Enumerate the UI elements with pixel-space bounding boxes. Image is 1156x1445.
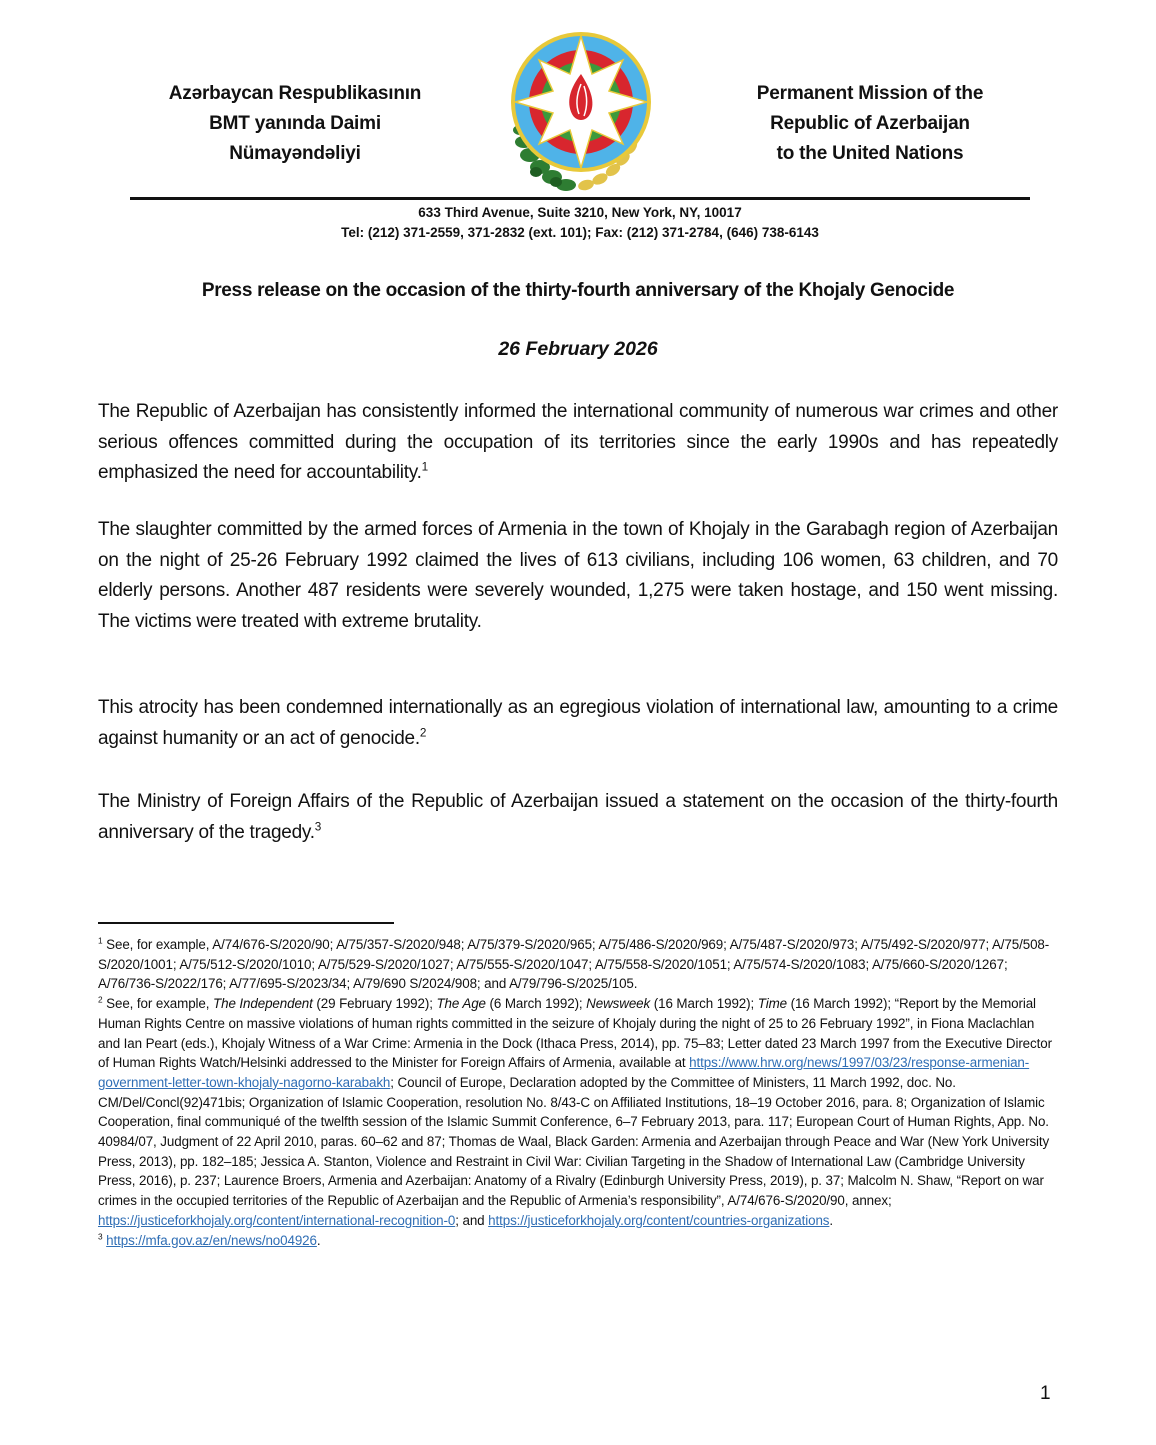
- publication-title: Time: [757, 996, 787, 1012]
- header-right-line: Permanent Mission of the: [756, 83, 984, 104]
- body-paragraph: [98, 397, 1058, 489]
- body-paragraph: [98, 515, 1058, 637]
- letterhead-contact: [130, 203, 1030, 243]
- footnote-text: See, for example,: [106, 996, 214, 1012]
- header-right-line: Republic of Azerbaijan: [770, 113, 970, 134]
- footnote-2: [98, 994, 1058, 1230]
- hrw-link[interactable]: https://www.hrw.org/news/1997/03/23/response-armenian-government-letter-town-khojaly-nagorno-karabakh: [98, 1055, 1030, 1090]
- azerbaijan-emblem-icon: [496, 22, 666, 197]
- header-left-line: Azərbaycan Respublikasının: [168, 83, 422, 104]
- footnote-text: ; and: [455, 1212, 489, 1228]
- header-azerbaijani-title: [135, 79, 455, 169]
- footnote-3: [98, 1231, 1058, 1251]
- footnote-reference[interactable]: 1: [421, 460, 428, 474]
- footnote-text: (29 February 1992);: [312, 996, 437, 1012]
- footnote-text: See, for example, A/74/676-S/2020/90; A/75/357-S/2020/948; A/75/379-S/2020/965; A/75/486-S/2020/969; A/75/487-S/2020/973; A/75/492-S/2020/977; A/75/508-S/2020/1001; A/75/512-S/2020/1010; A/75/529-S/2020/1027; A/75/555-S/2020/1047; A/75/558-S/2020/1051; A/75/574-S/2020/1083; A/75/660-S/2020/1267; A/76/736-S/2022/176; A/77/695-S/2023/34; A/79/690 S/2024/908; and A/79/796-S/2025/105.: [98, 937, 1050, 992]
- header-left-line: Nümayəndəliyi: [229, 143, 361, 164]
- footnote-number: 2: [98, 994, 103, 1005]
- justiceforkhojaly-recognition-link[interactable]: https://justiceforkhojaly.org/content/international-recognition-0: [98, 1212, 456, 1228]
- paragraph-text: This atrocity has been condemned internationally as an egregious violation of international law, amounting to a crime against humanity or an act of genocide.: [98, 697, 1058, 749]
- press-release-title: Press release on the occasion of the thirty-fourth anniversary of the Khojaly Genocide: [201, 280, 955, 301]
- footnote-reference[interactable]: 3: [314, 820, 322, 834]
- header-divider: [130, 197, 1030, 200]
- footnote-number: 3: [98, 1231, 103, 1242]
- footnote-text: .: [316, 1232, 321, 1248]
- justiceforkhojaly-countries-link[interactable]: https://justiceforkhojaly.org/content/countries-organizations: [488, 1212, 830, 1228]
- publication-title: The Independent: [213, 996, 313, 1012]
- header-left-line: BMT yanında Daimi: [209, 113, 381, 134]
- press-release-date: 26 February 2026: [498, 338, 658, 360]
- paragraph-text: The slaughter committed by the armed forces of Armenia in the town of Khojaly in the Garabagh region of Azerbaijan on the night of 25-26 February 1992 claimed the lives of 613 civilians, including 106 women, 63 children, and 70 elderly persons. Another 487 residents were severely wounded, 1,275 were taken hostage, and 150 went missing. The victims were treated with extreme brutality.: [98, 519, 1058, 632]
- paragraph-text: The Ministry of Foreign Affairs of the Republic of Azerbaijan issued a statement on the occasion of the thirty-fourth anniversary of the tragedy.: [98, 791, 1058, 843]
- publication-title: Newsweek: [586, 996, 651, 1012]
- mfa-statement-link[interactable]: https://mfa.gov.az/en/news/no04926: [106, 1232, 317, 1248]
- footnote-text: .: [829, 1212, 834, 1228]
- body-paragraph: [98, 787, 1058, 848]
- header-right-line: to the United Nations: [776, 143, 964, 164]
- address-line: 633 Third Avenue, Suite 3210, New York, NY, 10017: [418, 205, 742, 220]
- header-english-title: [710, 79, 1030, 169]
- footnote-separator: [98, 922, 394, 924]
- contact-line: Tel: (212) 371-2559, 371-2832 (ext. 101); Fax: (212) 371-2784, (646) 738-6143: [341, 225, 819, 240]
- paragraph-text: The Republic of Azerbaijan has consistently informed the international community of numerous war crimes and other serious offences committed during the occupation of its territories since the early 1990s and has repeatedly emphasized the need for accountability.: [98, 401, 1058, 483]
- footnote-text: (16 March 1992); “Report by the Memorial Human Rights Centre on massive violations of human rights committed in the seizure of Khojaly during the night of 25 to 26 February 1992”, in Fiona Maclachlan and Ian Peart (eds.), Khojaly Witness of a War Crime: Armenia in the Dock (Ithaca Press, 2014), pp. 75–83; Letter dated 23 March 1997 from the Executive Director of Human Rights Watch/Helsinki addressed to the Minister for Foreign Affairs of Armenia, available at: [98, 996, 1052, 1071]
- footnote-text: (6 March 1992);: [485, 996, 587, 1012]
- publication-title: The Age: [436, 996, 486, 1012]
- footnote-number: 1: [98, 935, 103, 946]
- footnote-text: (16 March 1992);: [650, 996, 758, 1012]
- footnote-1: [98, 935, 1058, 994]
- footnotes-section: [98, 935, 1058, 1250]
- footnote-reference[interactable]: 2: [419, 726, 427, 740]
- footnote-text: ; Council of Europe, Declaration adopted by the Committee of Ministers, 11 March 1992, doc. No. CM/Del/Concl(92)471bis; Organization of Islamic Cooperation, resolution No. 8/43-C on Affiliated Institutions, 18–19 October 2016, para. 8; Organization of Islamic Cooperation, final communiqué of the twelfth session of the Islamic Summit Conference, 6–7 February 2013, para. 117; European Court of Human Rights, App. No. 40984/07, Judgment of 22 April 2010, paras. 60–62 and 87; Thomas de Waal, Black Garden: Armenia and Azerbaijan through Peace and War (New York University Press, 2013), pp. 182–185; Jessica A. Stanton, Violence and Restraint in Civil War: Civilian Targeting in the Shadow of International Law (Cambridge University Press, 2016), p. 237; Laurence Broers, Armenia and Azerbaijan: Anatomy of a Rivalry (Edinburgh University Press, 2019), p. 37; Malcolm N. Shaw, “Report on war crimes in the occupied territories of the Republic of Azerbaijan and the Republic of Armenia’s responsibility”, A/74/676-S/2020/90, annex;: [98, 1074, 1050, 1209]
- page-number: 1: [1040, 1383, 1051, 1404]
- body-paragraph: [98, 693, 1058, 754]
